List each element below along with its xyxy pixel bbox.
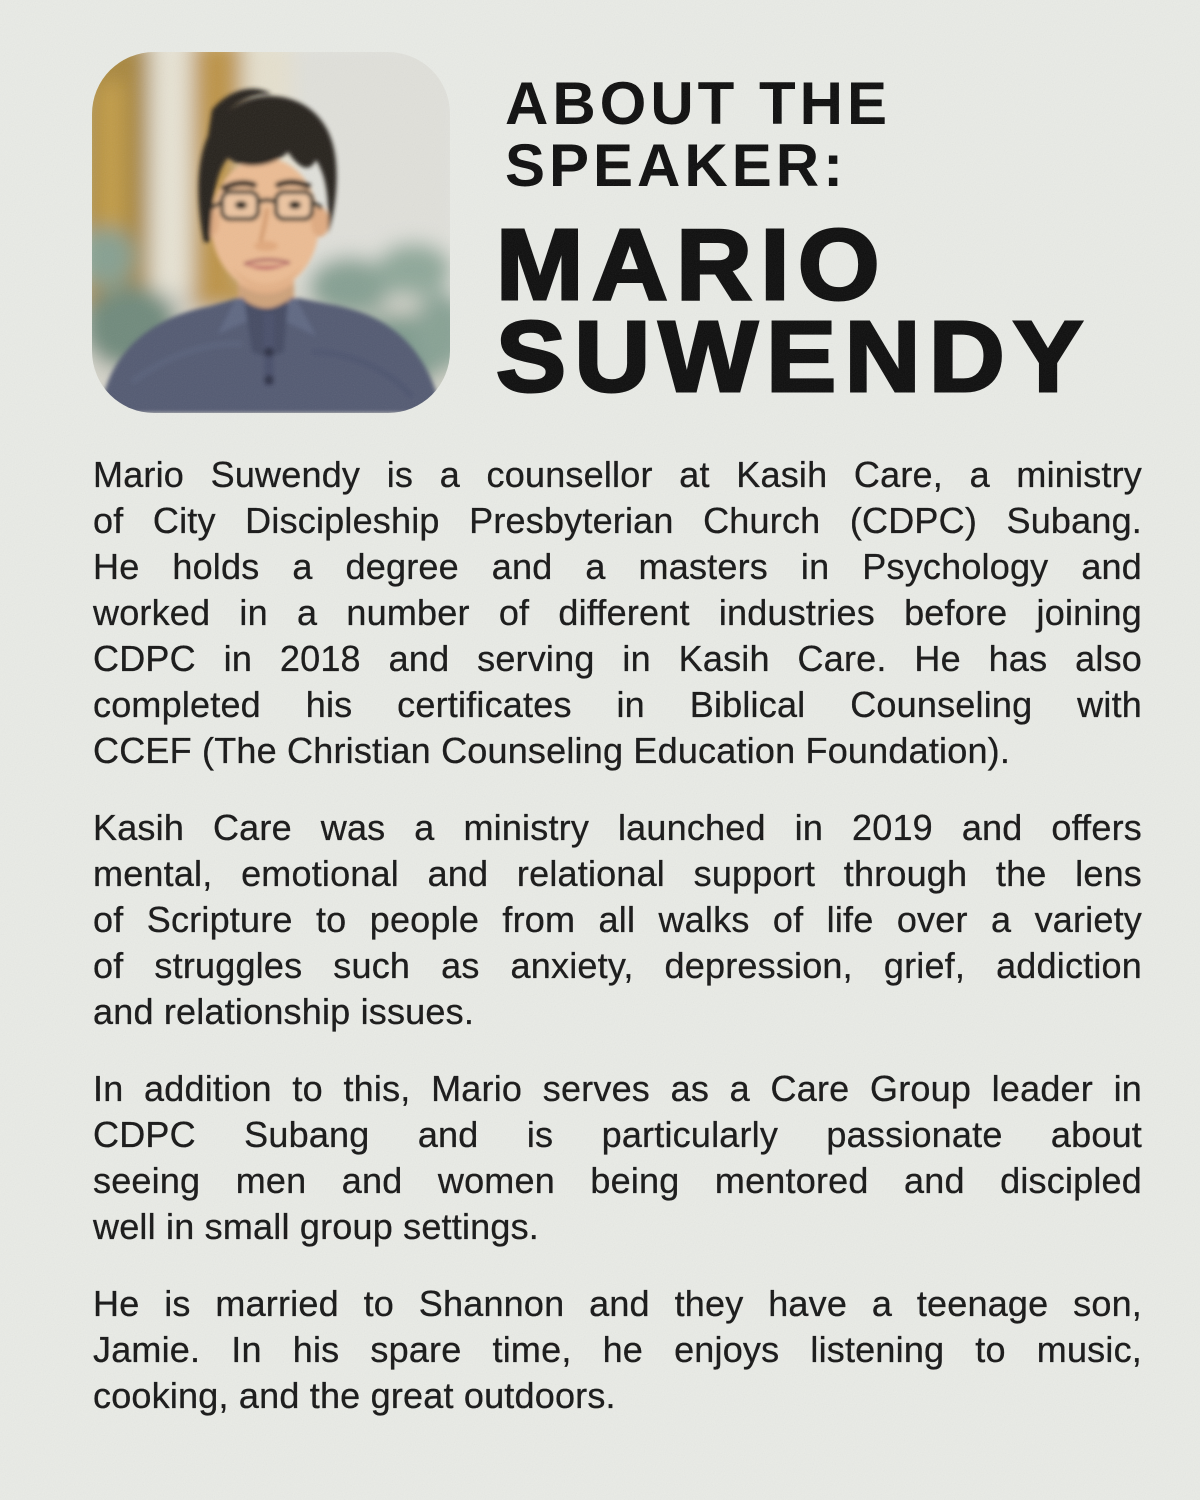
bio-line: CDPC in 2018 and serving in Kasih Care. He has also [93, 638, 1142, 679]
bio-paragraph [93, 1066, 1142, 1250]
bio-paragraph [93, 452, 1142, 774]
speaker-name [496, 209, 1092, 413]
bio-line: Mario Suwendy is a counsellor at Kasih Care, a ministry [93, 454, 1142, 495]
speaker-portrait-illustration [92, 52, 450, 413]
bio-line: CDPC Subang and is particularly passionate about [93, 1114, 1142, 1155]
bio-line: Jamie. In his spare time, he enjoys listening to music, [93, 1329, 1142, 1370]
bio-paragraph [93, 805, 1142, 1035]
section-kicker: ABOUT THE SPEAKER: [505, 70, 891, 199]
bio-paragraph [93, 1281, 1142, 1419]
bio-line: He holds a degree and a masters in Psychology and [93, 546, 1142, 587]
bio-line: seeing men and women being mentored and discipled [93, 1160, 1142, 1201]
bio-line: He is married to Shannon and they have a teenage son, [93, 1283, 1142, 1324]
bio-line: completed his certificates in Biblical Counseling with [93, 684, 1142, 725]
speaker-name-line-1: MARIO [496, 209, 888, 321]
bio-line: Kasih Care was a ministry launched in 2019 and offers [93, 807, 1142, 848]
bio-line: of struggles such as anxiety, depression, grief, addiction [93, 945, 1142, 986]
bio-line: In addition to this, Mario serves as a Care Group leader in [93, 1068, 1142, 1109]
bio-line: mental, emotional and relational support through the lens [93, 853, 1142, 894]
bio-line: well in small group settings. [93, 1206, 539, 1247]
speaker-bio [93, 452, 1142, 1419]
bio-line: of City Discipleship Presbyterian Church (CDPC) Subang. [93, 500, 1142, 541]
bio-line: cooking, and the great outdoors. [93, 1375, 616, 1416]
bio-line: and relationship issues. [93, 991, 475, 1032]
bio-line: worked in a number of different industries before joining [93, 592, 1142, 633]
speaker-name-line-2: SUWENDY [496, 301, 1092, 413]
bio-line: CCEF (The Christian Counseling Education Foundation). [93, 730, 1011, 771]
speaker-photo [92, 52, 450, 413]
bio-line: of Scripture to people from all walks of life over a variety [93, 899, 1142, 940]
